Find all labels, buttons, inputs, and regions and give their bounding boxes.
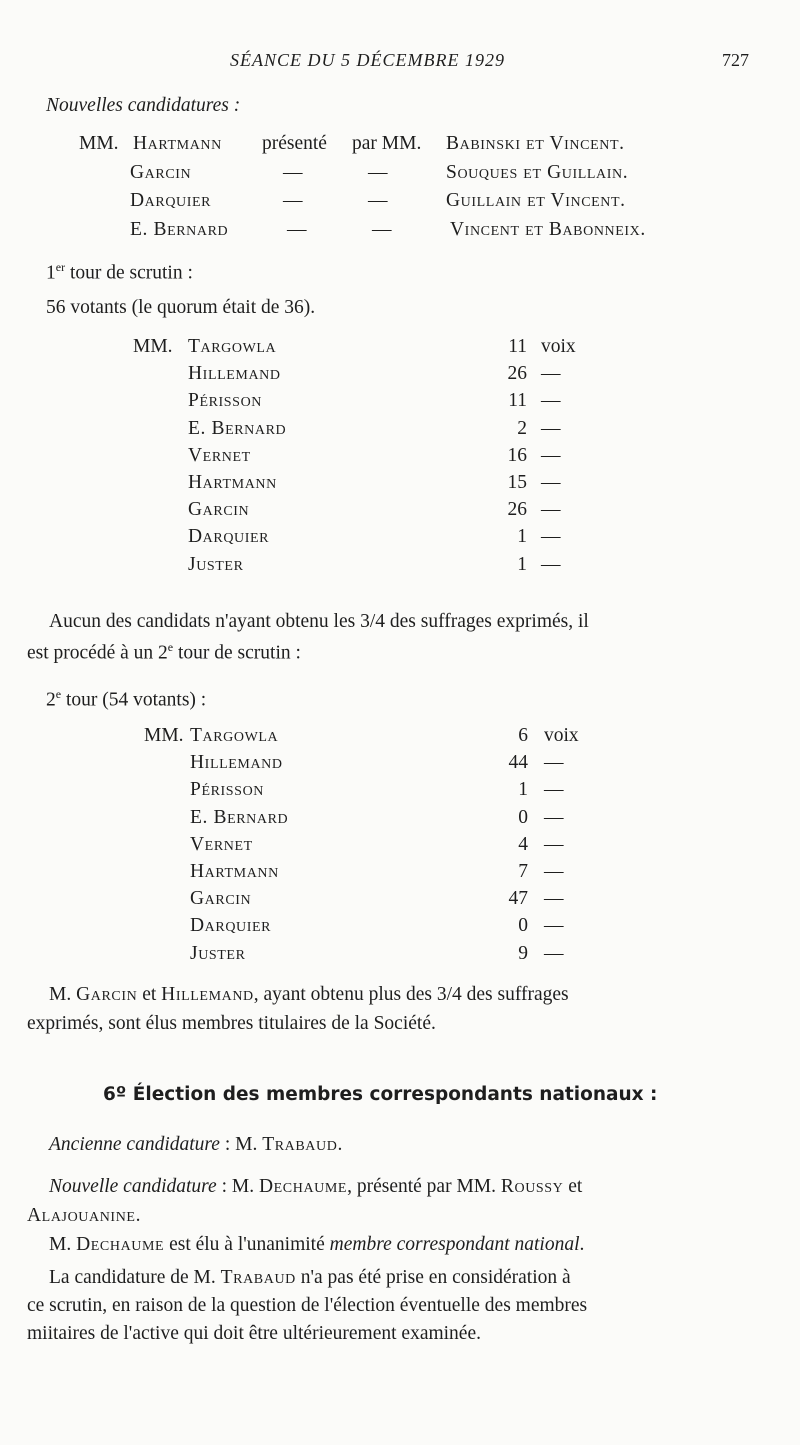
candidate-name: E. Bernard xyxy=(190,806,289,828)
candidate-name: Garcin xyxy=(190,888,252,910)
ditto-mark: — xyxy=(541,444,561,466)
ditto-mark: — xyxy=(544,833,564,855)
ditto-mark: — xyxy=(541,553,561,575)
ditto-mark: — xyxy=(283,162,303,183)
ditto-mark: — xyxy=(541,417,561,439)
trabaud-line2: ce scrutin, en raison de la question de l'élection éventuelle des membres xyxy=(27,1295,588,1316)
candidate-name: Hillemand xyxy=(188,363,281,385)
mm-prefix: MM. xyxy=(79,133,119,154)
ditto-mark: — xyxy=(541,363,561,385)
tour2-title: 2e tour (54 votants) : xyxy=(46,687,207,711)
sponsors: Guillain et Vincent. xyxy=(446,190,626,211)
ditto-mark: — xyxy=(544,861,564,882)
ditto-mark: — xyxy=(541,390,561,412)
vote-count: 26 xyxy=(507,499,527,521)
nouvelle-candidature-line1: Nouvelle candidature : M. Dechaume, présenté par MM. Roussy et xyxy=(49,1176,583,1197)
vote-count: 11 xyxy=(508,390,527,412)
page-number: 727 xyxy=(722,50,749,70)
ditto-mark: — xyxy=(541,472,561,493)
ancienne-candidature: Ancienne candidature : M. Trabaud. xyxy=(49,1134,343,1155)
vote-count: 1 xyxy=(517,553,527,575)
candidate-name: Hartmann xyxy=(133,133,222,154)
sponsors: Vincent et Babonneix. xyxy=(450,219,646,240)
candidate-name: Darquier xyxy=(188,526,270,548)
candidate-name: Vernet xyxy=(190,833,253,855)
vote-count: 4 xyxy=(518,833,528,855)
mm-prefix: MM. xyxy=(144,725,184,746)
voix-label: voix xyxy=(541,336,576,357)
vote-count: 0 xyxy=(518,915,528,937)
ditto-mark: — xyxy=(541,526,561,548)
vote-count: 0 xyxy=(518,806,528,828)
vote-count: 11 xyxy=(508,336,527,357)
presente-text: présenté xyxy=(262,133,327,154)
vote-count: 1 xyxy=(518,779,528,801)
ditto-mark: — xyxy=(544,752,564,774)
candidate-name: Garcin xyxy=(130,162,192,183)
candidate-name: Juster xyxy=(190,942,246,964)
vote-count: 7 xyxy=(518,861,528,882)
vote-count: 2 xyxy=(517,417,527,439)
ditto-mark: — xyxy=(544,779,564,801)
vote-count: 44 xyxy=(508,752,528,774)
ditto-mark: — xyxy=(544,942,564,964)
nouvelles-heading: Nouvelles candidatures : xyxy=(46,95,241,116)
ditto-mark: — xyxy=(541,499,561,521)
candidate-name: Périsson xyxy=(190,779,264,801)
vote-count: 26 xyxy=(507,363,527,385)
vote-count: 6 xyxy=(518,725,528,746)
candidate-name: Darquier xyxy=(130,190,212,211)
candidate-name: E. Bernard xyxy=(130,219,229,240)
tour1-votants: 56 votants (le quorum était de 36). xyxy=(46,297,316,318)
election6-heading: 6º Élection des membres correspondants nationaux : xyxy=(103,1084,658,1105)
sponsors: Souques et Guillain. xyxy=(446,162,629,183)
vote-count: 9 xyxy=(518,942,528,964)
candidate-name: Périsson xyxy=(188,390,262,412)
vote-count: 15 xyxy=(507,472,527,493)
elus-line2: exprimés, sont élus membres titulaires de la Société. xyxy=(27,1013,436,1034)
ditto-mark: — xyxy=(544,888,564,910)
vote-count: 16 xyxy=(507,444,527,466)
vote-count: 47 xyxy=(508,888,528,910)
elus-line1: M. Garcin et Hillemand, ayant obtenu plus des 3/4 des suffrages xyxy=(49,984,569,1005)
ditto-mark: — xyxy=(544,915,564,937)
ditto-mark: — xyxy=(368,162,388,183)
ditto-mark: — xyxy=(283,190,303,211)
trabaud-line1: La candidature de M. Trabaud n'a pas été prise en considération à xyxy=(49,1267,571,1288)
aucun-line2: est procédé à un 2e tour de scrutin : xyxy=(27,640,301,664)
ditto-mark: — xyxy=(372,219,392,240)
candidate-name: Vernet xyxy=(188,444,251,466)
voix-label: voix xyxy=(544,725,579,746)
par-mm-text: par MM. xyxy=(352,133,422,154)
candidate-name: Hartmann xyxy=(188,472,277,493)
aucun-line1: Aucun des candidats n'ayant obtenu les 3/4 des suffrages exprimés, il xyxy=(49,611,589,632)
mm-prefix: MM. xyxy=(133,336,173,357)
dechaume-elu: M. Dechaume est élu à l'unanimité membre correspondant national. xyxy=(49,1234,585,1255)
sponsors: Babinski et Vincent. xyxy=(446,133,625,154)
candidate-name: Targowla xyxy=(188,336,277,357)
ditto-mark: — xyxy=(544,806,564,828)
nouvelle-candidature-line2: Alajouanine. xyxy=(27,1205,141,1226)
candidate-name: Targowla xyxy=(190,725,279,746)
candidate-name: E. Bernard xyxy=(188,417,287,439)
candidate-name: Juster xyxy=(188,553,244,575)
ditto-mark: — xyxy=(287,219,307,240)
candidate-name: Hartmann xyxy=(190,861,279,882)
trabaud-line3: miitaires de l'active qui doit être ultérieurement examinée. xyxy=(27,1323,481,1344)
tour1-title: 1er tour de scrutin : xyxy=(46,260,193,284)
candidate-name: Garcin xyxy=(188,499,250,521)
running-title: SÉANCE DU 5 DÉCEMBRE 1929 xyxy=(230,50,505,70)
candidate-name: Darquier xyxy=(190,915,272,937)
ditto-mark: — xyxy=(368,190,388,211)
candidate-name: Hillemand xyxy=(190,752,283,774)
vote-count: 1 xyxy=(517,526,527,548)
